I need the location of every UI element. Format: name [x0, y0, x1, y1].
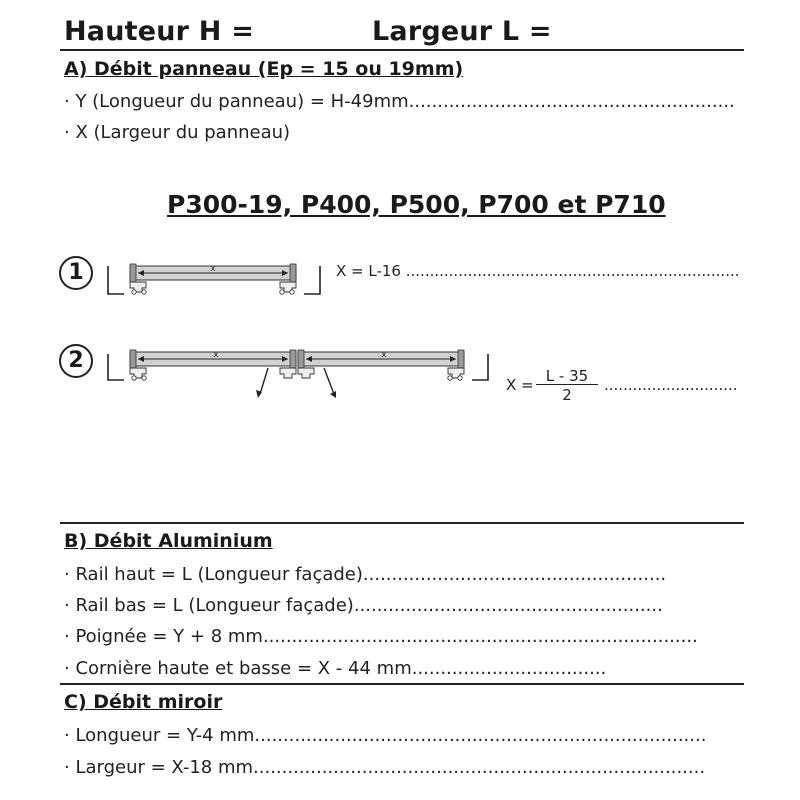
case-1-number: 1	[59, 256, 93, 290]
section-b-rail-bas: · Rail bas = L (Longueur façade)......................................................	[64, 595, 663, 616]
largeur-label: Largeur L =	[372, 16, 552, 47]
section-b-poignee: · Poignée = Y + 8 mm............................................................................	[64, 626, 698, 647]
section-a-title: A) Débit panneau (Ep = 15 ou 19mm)	[64, 58, 464, 80]
section-c-divider	[60, 683, 744, 685]
case-2-left-x-label: x	[213, 350, 219, 359]
case-1-panel-diagram	[100, 254, 330, 304]
section-b-title: B) Débit Aluminium	[64, 530, 273, 552]
case-2-numerator: L - 35	[536, 368, 598, 385]
section-b-divider	[60, 522, 744, 524]
models-title: P300-19, P400, P500, P700 et P710	[167, 190, 666, 219]
case-2-right-x-label: x	[381, 350, 387, 359]
case-2-formula-prefix: X =	[506, 376, 534, 394]
section-a-line-y: · Y (Longueur du panneau) = H-49mm.........................................................	[64, 91, 735, 112]
header-divider	[60, 49, 744, 51]
section-b-rail-haut: · Rail haut = L (Longueur façade).....................................................	[64, 564, 667, 585]
section-b-corniere: · Cornière haute et basse = X - 44 mm..................................	[64, 658, 607, 679]
case-2-denominator: 2	[562, 386, 572, 404]
case-2-panel-diagram	[100, 342, 500, 402]
section-c-title: C) Débit miroir	[64, 691, 223, 713]
case-1-x-label: x	[210, 264, 216, 273]
case-2-formula-dots: ............................	[604, 376, 738, 394]
hauteur-label: Hauteur H =	[64, 16, 255, 47]
section-c-longueur: · Longueur = Y-4 mm...............................................................................	[64, 725, 707, 746]
section-a-line-x: · X (Largeur du panneau)	[64, 122, 291, 143]
section-c-largeur: · Largeur = X-18 mm...............................................................................	[64, 757, 706, 778]
case-1-formula: X = L-16 ......................................................................	[336, 262, 740, 280]
case-2-number: 2	[59, 344, 93, 378]
